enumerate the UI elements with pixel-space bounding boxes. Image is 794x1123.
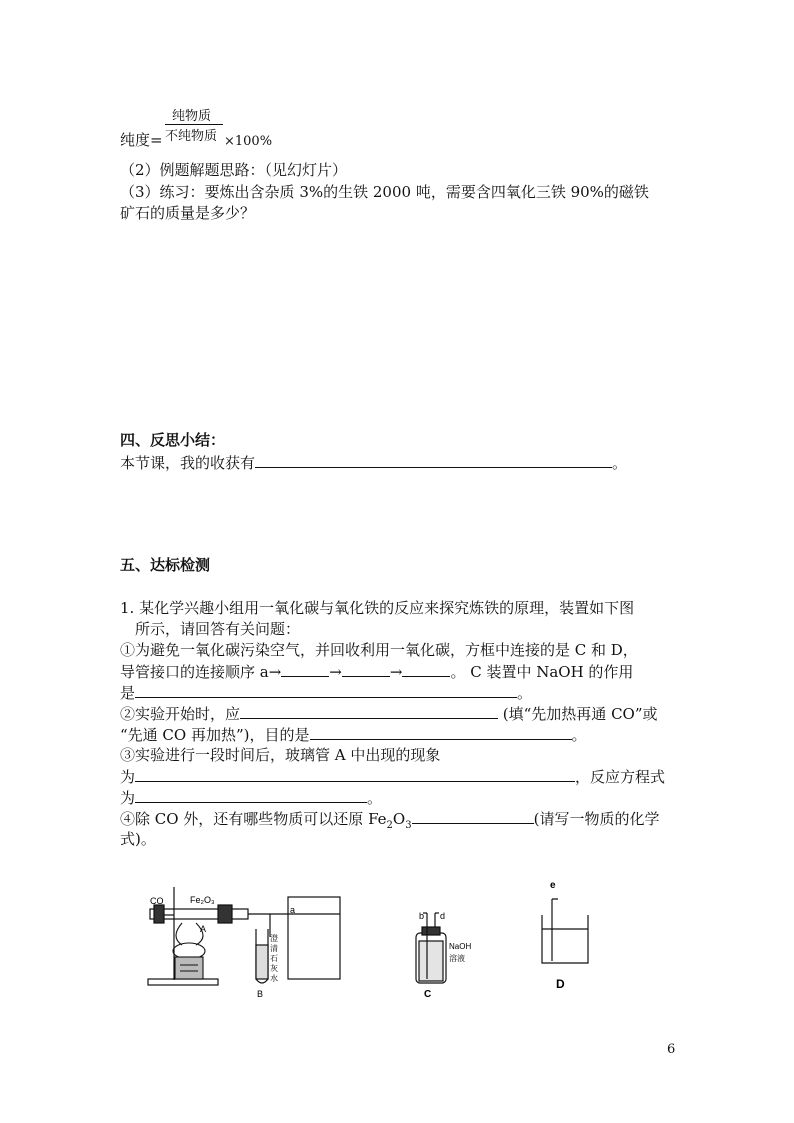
p3-line1: ③实验进行一段时间后，玻璃管 A 中出现的现象 xyxy=(120,746,441,764)
answer-blank-reflection[interactable] xyxy=(255,452,612,468)
p4-text-a: ④除 CO 外，还有哪些物质可以还原 Fe xyxy=(120,810,387,828)
label-b-port: b xyxy=(419,911,425,921)
answer-blank-connection-1[interactable] xyxy=(281,661,329,677)
answer-blank-phenomenon[interactable] xyxy=(135,766,575,782)
label-d-port: d xyxy=(440,911,446,921)
label-d: D xyxy=(556,977,565,991)
subscript: 2 xyxy=(386,820,393,831)
p4-o: O xyxy=(392,810,406,828)
answer-blank-reducer[interactable] xyxy=(412,808,534,824)
q1-line2: 所示，请回答有关问题： xyxy=(135,620,301,638)
p3-text-a: 为 xyxy=(120,768,136,786)
p2-line2 xyxy=(120,724,587,745)
label-limewater-2: 清 xyxy=(270,944,278,953)
label-limewater-1: 澄 xyxy=(270,934,278,943)
q1-line1: 1. 某化学兴趣小组用一氧化碳与氧化铁的反应来探究炼铁的原理，装置如下图 xyxy=(120,599,635,617)
period: 。 xyxy=(517,684,533,702)
label-limewater-5: 水 xyxy=(270,974,278,983)
label-solution: 溶液 xyxy=(449,954,465,963)
item-3-line1: （3）练习：要炼出含杂质 3%的生铁 2000 吨，需要含四氧化三铁 90%的磁铁 xyxy=(120,183,649,201)
label-co: CO xyxy=(150,896,164,906)
page-number: 6 xyxy=(667,1042,676,1057)
label-limewater-4: 灰 xyxy=(270,964,278,973)
p4-line1 xyxy=(120,808,659,836)
period: 。 xyxy=(367,789,383,807)
label-a: A xyxy=(200,924,207,934)
formula-denominator: 不纯物质 xyxy=(165,129,218,144)
formula-tail: ×100% xyxy=(224,134,273,149)
label-b: B xyxy=(257,989,264,999)
formula-left: 纯度= xyxy=(120,131,163,149)
section4-line xyxy=(120,452,627,473)
test-tube-b xyxy=(256,929,268,983)
formula-numerator: 纯物质 xyxy=(172,109,212,124)
label-naoh: NaOH xyxy=(449,942,472,951)
section4-prompt: 本节课，我的收获有 xyxy=(120,454,256,472)
arrow: → xyxy=(329,663,342,681)
p4-line2: 式)。 xyxy=(120,830,156,848)
glass-tube-a xyxy=(150,905,340,937)
section5-title: 五、达标检测 xyxy=(120,556,211,574)
item-3-line2: 矿石的质量是多少？ xyxy=(120,204,256,222)
p3-text-b: ，反应方程式 xyxy=(575,768,666,786)
p1-text-c: 是 xyxy=(120,684,136,702)
p1-text-a: 导管接口的连接顺序 a→ xyxy=(120,663,282,681)
p1-line3 xyxy=(120,682,532,703)
label-e: e xyxy=(550,880,556,891)
label-fe2o3: Fe₂O₃ xyxy=(190,895,215,905)
p1-line2 xyxy=(120,661,633,682)
label-limewater-3: 石 xyxy=(270,954,278,963)
answer-blank-connection-3[interactable] xyxy=(402,661,450,677)
p3-line2 xyxy=(120,766,665,787)
answer-blank-naoh-role[interactable] xyxy=(135,682,517,698)
p1-line1: ①为避免一氧化碳污染空气，并回收利用一氧化碳，方框中连接的是 C 和 D， xyxy=(120,641,638,659)
label-c: C xyxy=(424,989,432,1000)
p2-line1 xyxy=(120,703,658,724)
answer-blank-purpose[interactable] xyxy=(310,724,572,740)
p2-text-c: “先通 CO 再加热”)，目的是 xyxy=(120,726,310,744)
wash-bottle-c xyxy=(416,913,446,983)
section4-title: 四、反思小结： xyxy=(120,431,226,449)
p1-text-b: 。 C 装置中 NaOH 的作用 xyxy=(450,663,634,681)
box-frame xyxy=(288,897,340,979)
p4-text-b: (请写一物质的化学 xyxy=(533,810,660,828)
fraction-bar xyxy=(165,124,223,125)
answer-blank-order[interactable] xyxy=(240,703,498,719)
answer-blank-equation[interactable] xyxy=(135,787,367,803)
arrow: → xyxy=(389,663,403,681)
p3-line3 xyxy=(120,787,382,808)
subscript: 3 xyxy=(405,820,412,831)
period: 。 xyxy=(612,454,628,472)
label-a-port: a xyxy=(290,905,296,915)
p3-text-c: 为 xyxy=(120,789,136,807)
p2-text-b: (填“先加热再通 CO”或 xyxy=(498,705,658,723)
period: 。 xyxy=(571,726,587,744)
p2-text-a: ②实验开始时，应 xyxy=(120,705,241,723)
answer-blank-connection-2[interactable] xyxy=(342,661,390,677)
apparatus-diagram xyxy=(140,875,600,1005)
item-2: （2）例题解题思路：（见幻灯片） xyxy=(120,161,348,179)
beaker-d xyxy=(542,899,588,963)
